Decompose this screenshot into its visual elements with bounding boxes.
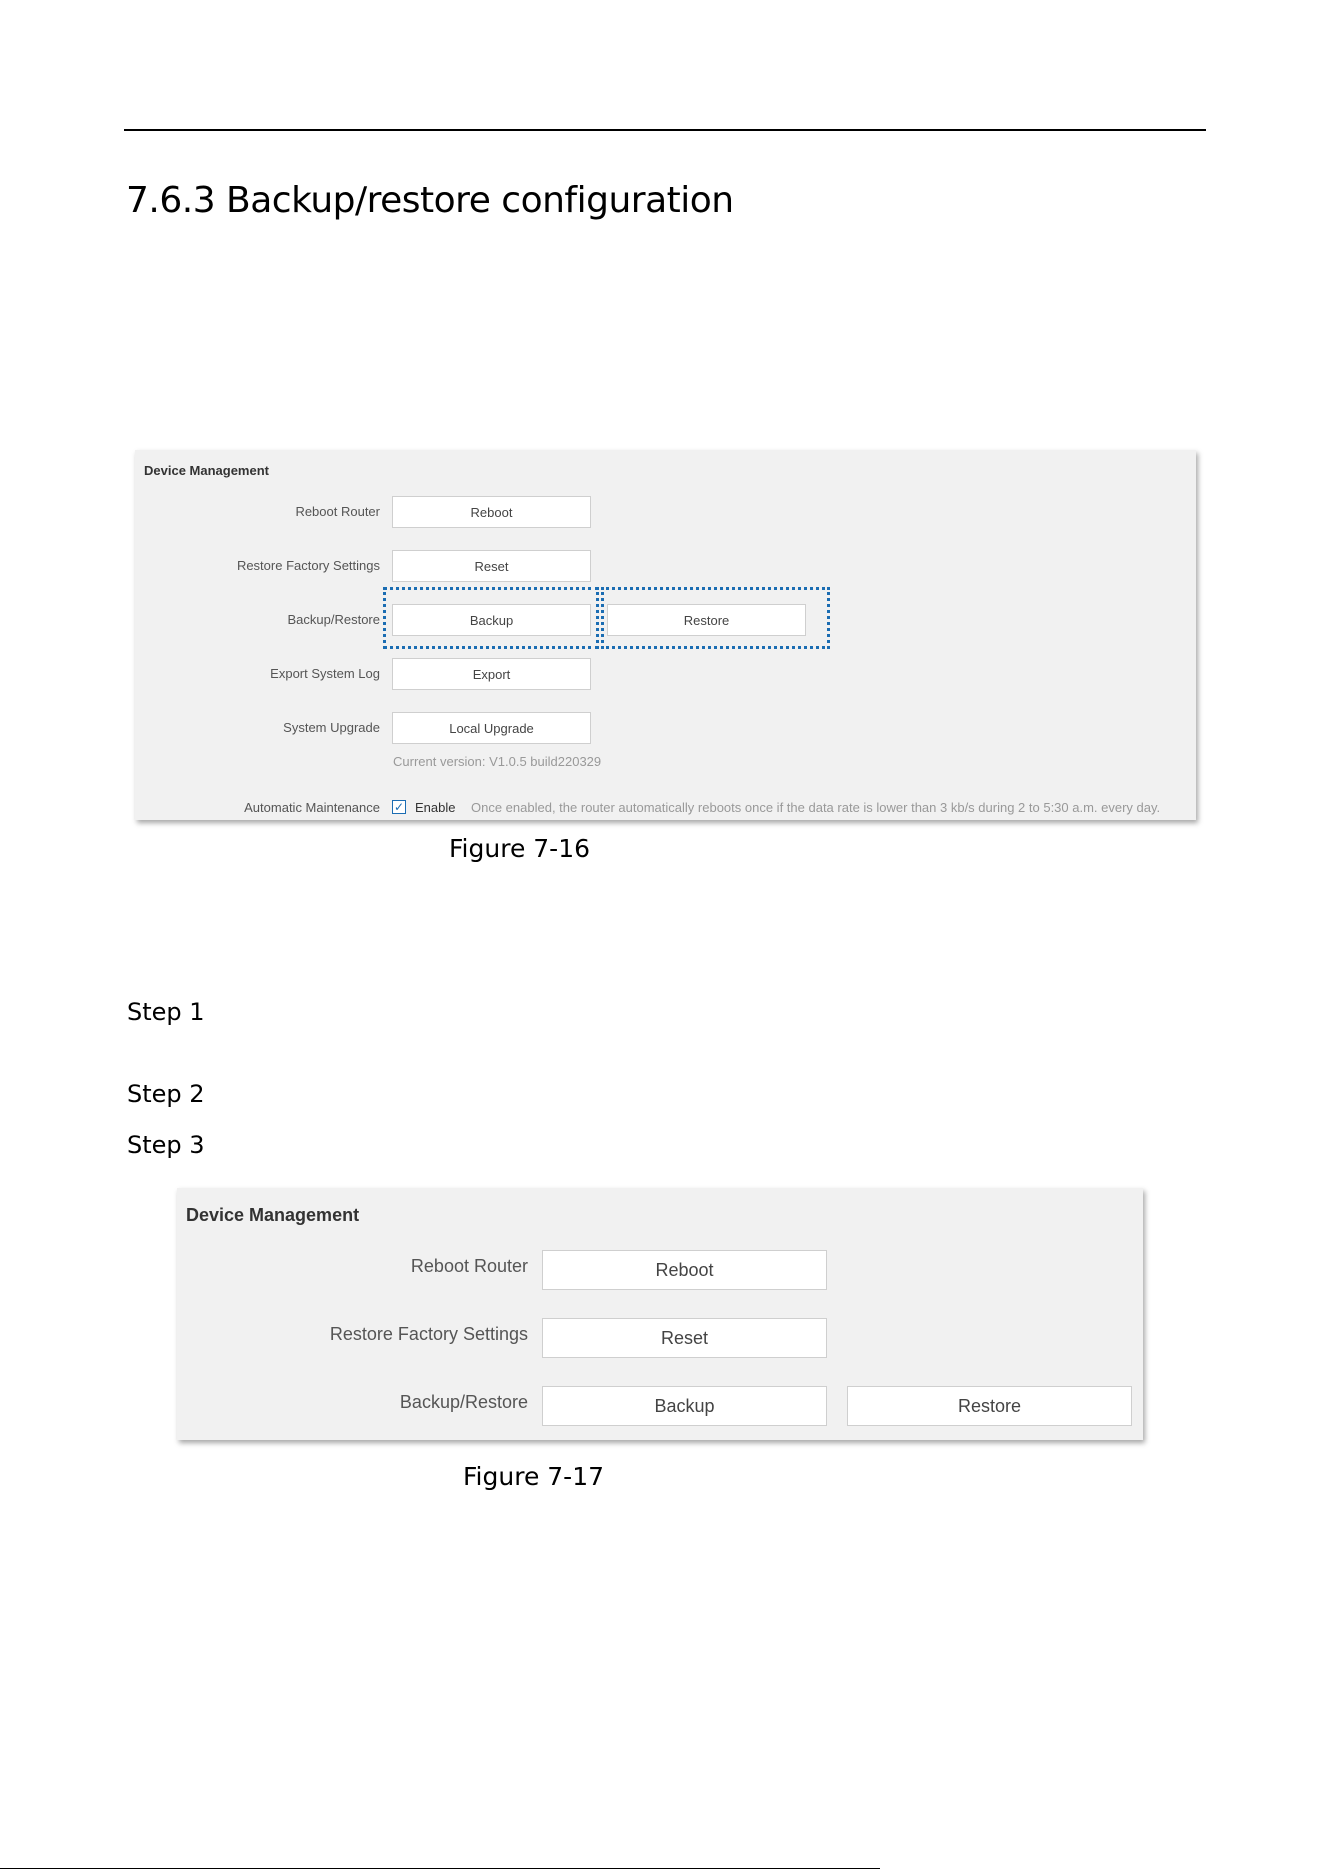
backup-restore-label: Backup/Restore: [287, 612, 380, 627]
panel-title: Device Management: [186, 1205, 360, 1225]
reboot-router-label: Reboot Router: [410, 1256, 528, 1276]
figure-7-17-caption: Figure 7-17: [463, 1462, 605, 1491]
current-version-text: Current version: V1.0.5 build220329: [393, 754, 602, 769]
enable-checkbox[interactable]: [392, 800, 406, 814]
restore-button[interactable]: Restore: [607, 604, 806, 636]
step-3: Step 3: [127, 1131, 205, 1159]
restore-button[interactable]: Restore: [847, 1386, 1132, 1426]
section-title: 7.6.3 Backup/restore configuration: [126, 180, 734, 221]
reset-button[interactable]: Reset: [542, 1318, 827, 1358]
check-icon: ✓: [393, 800, 405, 814]
device-management-panel-full: [135, 450, 1196, 820]
step-1: Step 1: [127, 998, 205, 1026]
system-upgrade-label: System Upgrade: [283, 720, 380, 735]
maintenance-note: Once enabled, the router automatically reboots once if the data rate is lower than 3 kb/s during 2 to 5:30 a.m. every day.: [471, 800, 1161, 815]
export-system-log-label: Export System Log: [270, 666, 380, 681]
backup-button[interactable]: Backup: [542, 1386, 827, 1426]
device-management-panel-cropped: [177, 1188, 1143, 1440]
automatic-maintenance-label: Automatic Maintenance: [244, 800, 380, 815]
enable-label: Enable: [415, 800, 456, 815]
step-2: Step 2: [127, 1080, 205, 1108]
restore-factory-settings-label: Restore Factory Settings: [329, 1324, 528, 1344]
reboot-router-label: Reboot Router: [295, 504, 380, 519]
panel-title: Device Management: [144, 463, 269, 478]
backup-restore-label: Backup/Restore: [399, 1392, 528, 1412]
export-button[interactable]: Export: [392, 658, 591, 690]
restore-factory-settings-label: Restore Factory Settings: [236, 558, 380, 573]
footer-rule: [0, 1868, 880, 1869]
reboot-button[interactable]: Reboot: [542, 1250, 827, 1290]
reset-button[interactable]: Reset: [392, 550, 591, 582]
reboot-button[interactable]: Reboot: [392, 496, 591, 528]
backup-button[interactable]: Backup: [392, 604, 591, 636]
figure-7-16-caption: Figure 7-16: [449, 834, 591, 863]
header-rule: [124, 129, 1206, 131]
local-upgrade-button[interactable]: Local Upgrade: [392, 712, 591, 744]
